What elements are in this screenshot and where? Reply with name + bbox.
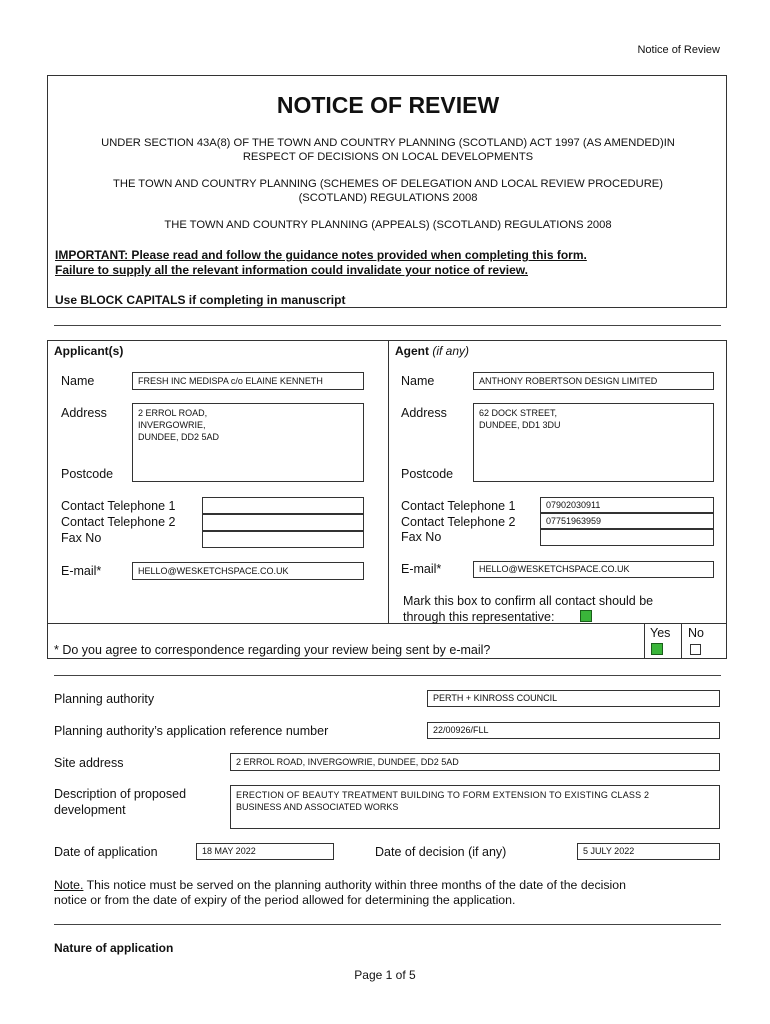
application-reference-label: Planning authority’s application reference number xyxy=(54,724,329,738)
applicant-address-line1: 2 ERROL ROAD, xyxy=(138,408,208,418)
service-note xyxy=(54,878,724,908)
document-title: NOTICE OF REVIEW xyxy=(276,92,500,118)
applicant-postcode-label: Postcode xyxy=(61,467,114,481)
applicant-tel1-field[interactable] xyxy=(202,497,364,514)
no-column-divider xyxy=(681,624,682,659)
applicant-heading: Applicant(s) xyxy=(54,344,124,358)
divider xyxy=(54,924,721,925)
act-reference-line1: UNDER SECTION 43A(8) OF THE TOWN AND COUNTRY PLANNING (SCOTLAND) ACT 1997 (AS AMENDED)IN xyxy=(101,137,675,149)
applicant-tel1-label: Contact Telephone 1 xyxy=(61,499,176,513)
appeals-regulations: THE TOWN AND COUNTRY PLANNING (APPEALS) (SCOTLAND) REGULATIONS 2008 xyxy=(164,219,612,231)
description-label-line1: Description of proposed xyxy=(54,787,187,801)
agent-heading xyxy=(395,344,469,358)
no-label: No xyxy=(688,626,704,640)
page-header-note: Notice of Review xyxy=(637,44,720,56)
agent-address-label: Address xyxy=(401,406,447,420)
regulations-line2: (SCOTLAND) REGULATIONS 2008 xyxy=(298,192,478,204)
applicant-address-line3: DUNDEE, DD2 5AD xyxy=(138,432,220,442)
agent-tel2-label: Contact Telephone 2 xyxy=(401,515,516,529)
agent-address-line1: 62 DOCK STREET, xyxy=(479,408,558,418)
description-line1: ERECTION OF BEAUTY TREATMENT BUILDING TO FORM EXTENSION TO EXISTING CLASS 2 xyxy=(236,790,650,800)
description-label-line2: development xyxy=(54,803,126,817)
site-address-label: Site address xyxy=(54,756,124,770)
agent-address-field[interactable] xyxy=(473,403,714,482)
description-line2: BUSINESS AND ASSOCIATED WORKS xyxy=(236,802,399,812)
applicant-address-field[interactable] xyxy=(132,403,364,482)
agent-address-line2: DUNDEE, DD1 3DU xyxy=(479,420,561,430)
agent-confirm-text-line1: Mark this box to confirm all contact should be xyxy=(403,594,654,608)
agent-confirm-text-line2: through this representative: xyxy=(403,610,555,624)
applicant-address-line2: INVERGOWRIE, xyxy=(138,420,206,430)
page-number: Page 1 of 5 xyxy=(354,968,416,982)
column-divider xyxy=(388,341,389,624)
agent-fax-field[interactable] xyxy=(540,529,714,546)
title-box xyxy=(47,75,727,308)
agent-heading-suffix: (if any) xyxy=(432,344,470,358)
important-notice-line1: IMPORTANT: Please read and follow the guidance notes provided when completing this form. xyxy=(55,248,587,262)
planning-authority-label: Planning authority xyxy=(54,692,155,706)
agent-email-field[interactable]: HELLO@WESKETCHSPACE.CO.UK xyxy=(473,561,714,578)
divider xyxy=(54,675,721,676)
yes-column-divider xyxy=(644,624,645,659)
agent-tel1-field[interactable]: 07902030911 xyxy=(540,497,714,513)
applicant-address-label: Address xyxy=(61,406,107,420)
agent-heading-label: Agent xyxy=(395,344,429,358)
applicant-tel2-label: Contact Telephone 2 xyxy=(61,515,176,529)
note-text-line2: notice or from the date of expiry of the period allowed for determining the application. xyxy=(54,893,516,907)
applicant-name-label: Name xyxy=(61,374,95,388)
application-reference-field[interactable]: 22/00926/FLL xyxy=(427,722,720,739)
applicant-fax-label: Fax No xyxy=(61,531,102,545)
note-prefix: Note. xyxy=(54,878,84,892)
application-date-field[interactable]: 18 MAY 2022 xyxy=(196,843,334,860)
agent-name-label: Name xyxy=(401,374,435,388)
decision-date-field[interactable]: 5 JULY 2022 xyxy=(577,843,720,860)
applicant-fax-field[interactable] xyxy=(202,531,364,548)
yes-label: Yes xyxy=(650,626,671,640)
agent-tel1-label: Contact Telephone 1 xyxy=(401,499,516,513)
agent-confirm-checkbox[interactable] xyxy=(580,610,592,622)
block-capitals-note: Use BLOCK CAPITALS if completing in manuscript xyxy=(55,293,346,307)
application-date-label: Date of application xyxy=(54,845,158,859)
decision-date-label: Date of decision (if any) xyxy=(375,845,507,859)
agent-fax-label: Fax No xyxy=(401,530,442,544)
applicant-email-label: E-mail* xyxy=(61,564,102,578)
nature-of-application-heading: Nature of application xyxy=(54,941,174,955)
agent-name-field[interactable]: ANTHONY ROBERTSON DESIGN LIMITED xyxy=(473,372,714,390)
description-field[interactable] xyxy=(230,785,720,829)
regulations-line1: THE TOWN AND COUNTRY PLANNING (SCHEMES OF DELEGATION AND LOCAL REVIEW PROCEDURE) xyxy=(113,178,663,190)
agent-postcode-label: Postcode xyxy=(401,467,454,481)
act-reference-line2: RESPECT OF DECISIONS ON LOCAL DEVELOPMENTS xyxy=(242,151,534,163)
important-notice-line2: Failure to supply all the relevant information could invalidate your notice of review. xyxy=(55,263,528,277)
email-consent-question: * Do you agree to correspondence regarding your review being sent by e-mail? xyxy=(54,643,491,657)
row-divider xyxy=(47,623,727,624)
planning-authority-field[interactable]: PERTH + KINROSS COUNCIL xyxy=(427,690,720,707)
agent-tel2-field[interactable]: 07751963959 xyxy=(540,513,714,529)
agent-email-label: E-mail* xyxy=(401,562,442,576)
email-consent-yes-checkbox[interactable] xyxy=(651,643,663,655)
applicant-email-field[interactable]: HELLO@WESKETCHSPACE.CO.UK xyxy=(132,562,364,580)
divider xyxy=(54,325,721,326)
applicant-tel2-field[interactable] xyxy=(202,514,364,531)
email-consent-no-checkbox[interactable] xyxy=(690,644,701,655)
site-address-field[interactable]: 2 ERROL ROAD, INVERGOWRIE, DUNDEE, DD2 5AD xyxy=(230,753,720,771)
applicant-name-field[interactable]: FRESH INC MEDISPA c/o ELAINE KENNETH xyxy=(132,372,364,390)
note-text-line1: This notice must be served on the planning authority within three months of the date of the decision xyxy=(83,878,626,892)
